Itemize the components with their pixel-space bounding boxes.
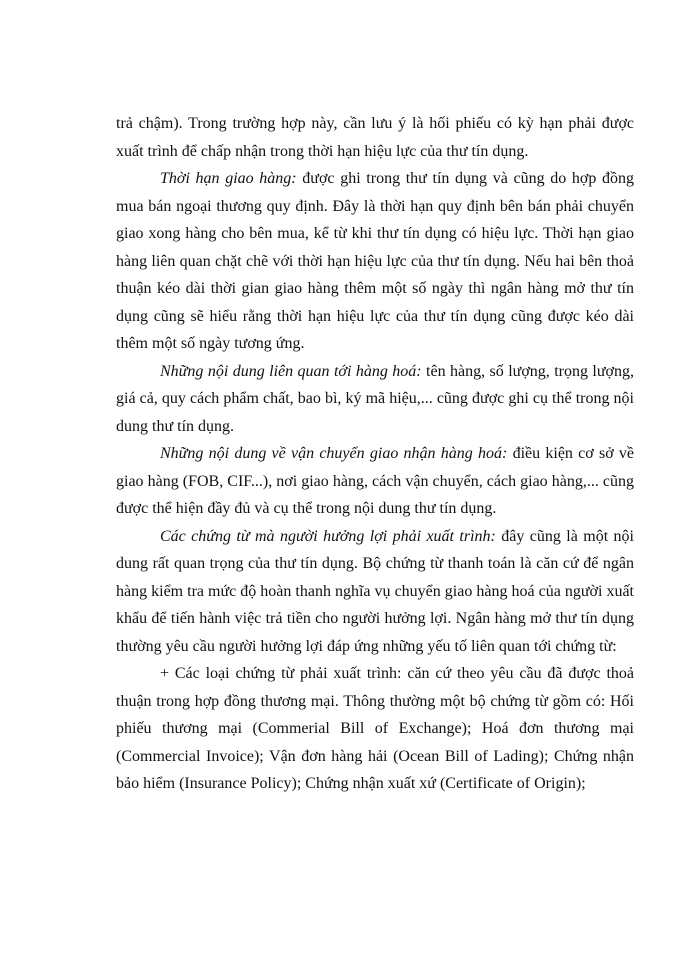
paragraph-delivery-time [116, 165, 634, 358]
paragraph-text: tên hàng, số lượng, trọng lượng, giá cả, quy cách phẩm chất, bao bì, ký mã hiệu,... cũng được ghi cụ thể trong nội dung thư tín dụng. [116, 362, 634, 435]
paragraph-text: đây cũng là một nội dung rất quan trọng của thư tín dụng. Bộ chứng từ thanh toán là căn cứ để ngân hàng kiểm tra mức độ hoàn thanh nghĩa vụ chuyển giao hàng hoá của người xuất khẩu để tiến hành việc trả tiền cho người hưởng lợi. Ngân hàng mở thư tín dụng thường yêu cầu người hưởng lợi đáp ứng những yếu tố liên quan tới chứng từ: [116, 527, 634, 655]
paragraph-term: Những nội dung liên quan tới hàng hoá: [160, 362, 422, 380]
document-body [116, 110, 634, 798]
paragraph-text: điều kiện cơ sở về giao hàng (FOB, CIF...), nơi giao hàng, cách vận chuyển, cách giao hàng,... cũng được thể hiện đầy đủ và cụ thể trong nội dung thư tín dụng. [116, 445, 634, 517]
paragraph-term: Thời hạn giao hàng: [160, 170, 297, 187]
paragraph-term: Các chứng từ mà người hưởng lợi phải xuất trình: [160, 527, 496, 545]
paragraph-goods-content [116, 358, 634, 441]
paragraph-document-types [116, 660, 634, 798]
paragraph-term: Những nội dung về vận chuyển giao nhận hàng hoá: [160, 445, 508, 462]
paragraph-required-documents [116, 523, 634, 661]
paragraph-text: được ghi trong thư tín dụng và cũng do hợp đồng mua bán ngoại thương quy định. Đây là thời hạn quy định bên bán phải chuyển giao xong hàng cho bên mua, kể từ khi thư tín dụng có hiệu lực. Thời hạn giao hàng liên quan chặt chẽ với thời hạn hiệu lực của thư tín dụng. Nếu hai bên thoả thuận kéo dài thời gian giao hàng thêm một số ngày thì ngân hàng mở thư tín dụng cũng sẽ hiểu rằng thời hạn hiệu lực của thư tín dụng cũng được kéo dài thêm một số ngày tương ứng. [116, 170, 635, 352]
paragraph-text: + Các loại chứng từ phải xuất trình: căn cứ theo yêu cầu đã được thoả thuận trong hợp đồng thương mại. Thông thường một bộ chứng từ gồm có: Hối phiếu thương mại (Commerial Bill of Exchange); Hoá đơn thương mại (Commercial Invoice); Vận đơn hàng hải (Ocean Bill of Lading); Chứng nhận bảo hiểm (Insurance Policy); Chứng nhận xuất xứ (Certificate of Origin); [116, 665, 634, 792]
paragraph-transport-content [116, 440, 634, 523]
paragraph-time-draft [116, 110, 634, 165]
paragraph-text: trả chậm). Trong trường hợp này, cần lưu ý là hối phiếu có kỳ hạn phải được xuất trình để chấp nhận trong thời hạn hiệu lực của thư tín dụng. [116, 115, 634, 160]
